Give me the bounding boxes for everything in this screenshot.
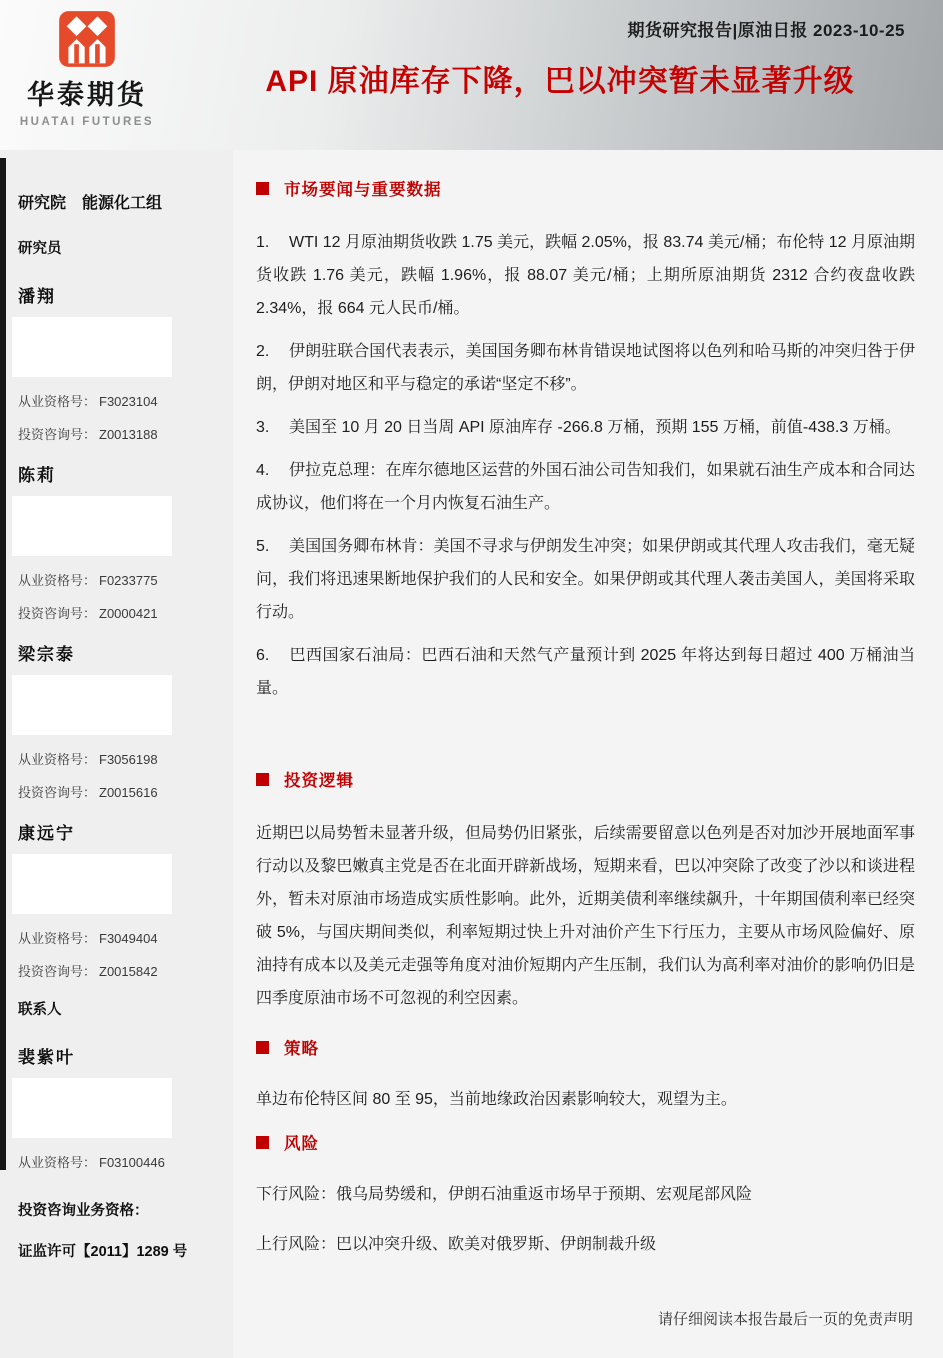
qualification-value: F3023104 xyxy=(99,394,158,409)
section-market-news xyxy=(256,176,915,715)
advisory-label: 投资咨询号： xyxy=(18,785,97,800)
researcher-card xyxy=(18,282,219,443)
news-item-text: 美国至 10 月 20 日当周 API 原油库存 -266.8 万桶，预期 155 万桶，前值-438.3 万桶。 xyxy=(289,419,901,436)
news-item xyxy=(256,335,915,401)
advisory-label: 投资咨询号： xyxy=(18,427,97,442)
section-heading xyxy=(256,1130,915,1154)
department-title: 研究院 能源化工组 xyxy=(18,195,163,212)
risk-downside: 下行风险：俄乌局势缓和，伊朗石油重返市场早于预期、宏观尾部风险 xyxy=(256,1186,753,1203)
report-header xyxy=(0,0,943,150)
section-heading-text: 风险 xyxy=(284,1135,319,1153)
qualification-label: 从业资格号： xyxy=(18,752,97,767)
researcher-name: 潘翔 xyxy=(18,287,56,306)
news-item-text: WTI 12 月原油期货收跌 1.75 美元，跌幅 2.05%，报 83.74 美元/桶；布伦特 12 月原油期货收跌 1.76 美元，跌幅 1.96%，报 88.07 美元/桶；上期所原油期货 2312 合约夜盘收跌 2.34%，报 664 元人民币/桶。 xyxy=(256,234,915,317)
left-accent-bar xyxy=(0,158,6,1170)
advisory-line xyxy=(18,782,219,801)
news-item xyxy=(256,639,915,705)
researcher-card xyxy=(18,819,219,980)
contact-name: 裴紫叶 xyxy=(18,1048,75,1067)
qualification-label: 从业资格号： xyxy=(18,573,97,588)
advisory-line xyxy=(18,603,219,622)
news-item xyxy=(256,411,915,444)
main-content xyxy=(233,150,943,1358)
news-item xyxy=(256,530,915,629)
section-heading xyxy=(256,1035,915,1059)
researcher-name: 陈莉 xyxy=(18,466,56,485)
news-item-number: 4. xyxy=(256,462,270,479)
investment-logic-text: 近期巴以局势暂未显著升级，但局势仍旧紧张，后续需要留意以色列是否对加沙开展地面军事行动以及黎巴嫩真主党是否在北面开辟新战场，短期来看，巴以冲突除了改变了沙以和谈进程外，暂未对原油市场造成实质性影响。此外，近期美债利率继续飙升，十年期国债利率已经突破 5%，与国庆期间类似，利率短期过快上升对油价产生下行压力，主要从市场风险偏好、原油持有成本以及美元走强等角度对油价短期内产生压制，我们认为高利率对油价的影响仍旧是四季度原油市场不可忽视的利空因素。 xyxy=(256,825,915,1007)
qualification-value: F03100446 xyxy=(99,1155,165,1170)
news-item-number: 3. xyxy=(256,419,270,436)
section-risk xyxy=(256,1116,915,1278)
advisory-label: 投资咨询号： xyxy=(18,606,97,621)
advisory-value: Z0015842 xyxy=(99,964,158,979)
qualification-label: 从业资格号： xyxy=(18,394,97,409)
advisory-value: Z0000421 xyxy=(99,606,158,621)
qualification-line xyxy=(18,1152,219,1171)
section-bullet-icon xyxy=(256,1136,269,1149)
qualification-value: F0233775 xyxy=(99,573,158,588)
researcher-photo-placeholder xyxy=(12,675,172,735)
license-number: 证监许可【2011】1289 号 xyxy=(18,1244,188,1260)
qualification-label: 从业资格号： xyxy=(18,931,97,946)
contact-card xyxy=(18,1043,219,1171)
qualification-line xyxy=(18,749,219,768)
role-researcher-label: 研究员 xyxy=(18,241,62,257)
news-item-number: 5. xyxy=(256,538,270,555)
researcher-name: 梁宗泰 xyxy=(18,645,75,664)
qualification-value: F3049404 xyxy=(99,931,158,946)
researcher-card xyxy=(18,461,219,622)
role-contact-label: 联系人 xyxy=(18,1002,62,1018)
section-bullet-icon xyxy=(256,182,269,195)
license-label: 投资咨询业务资格： xyxy=(18,1203,149,1219)
qualification-line xyxy=(18,570,219,589)
advisory-line xyxy=(18,424,219,443)
news-item-number: 6. xyxy=(256,647,270,664)
news-item-text: 伊朗驻联合国代表表示，美国国务卿布林肯错误地试图将以色列和哈马斯的冲突归咎于伊朗，伊朗对地区和平与稳定的承诺“坚定不移”。 xyxy=(256,343,915,393)
huatai-logo-icon xyxy=(58,10,116,68)
news-item-text: 巴西国家石油局：巴西石油和天然气产量预计到 2025 年将达到每日超过 400 万桶油当量。 xyxy=(256,647,915,697)
report-title: API 原油库存下降，巴以冲突暂未显著升级 xyxy=(265,65,855,98)
qualification-label: 从业资格号： xyxy=(18,1155,97,1170)
qualification-line xyxy=(18,391,219,410)
report-body xyxy=(0,150,943,1358)
qualification-value: F3056198 xyxy=(99,752,158,767)
section-heading-text: 市场要闻与重要数据 xyxy=(284,181,442,199)
report-meta: 期货研究报告|原油日报 2023-10-25 xyxy=(627,21,905,40)
section-investment-logic xyxy=(256,715,915,1015)
section-heading-text: 投资逻辑 xyxy=(284,772,354,790)
researcher-photo-placeholder xyxy=(12,496,172,556)
news-item-number: 1. xyxy=(256,234,270,251)
section-heading xyxy=(256,176,915,200)
news-item xyxy=(256,226,915,325)
researcher-name: 康远宁 xyxy=(18,824,75,843)
risk-upside: 上行风险：巴以冲突升级、欧美对俄罗斯、伊朗制裁升级 xyxy=(256,1236,657,1253)
strategy-text: 单边布伦特区间 80 至 95，当前地缘政治因素影响较大，观望为主。 xyxy=(256,1091,737,1108)
advisory-value: Z0015616 xyxy=(99,785,158,800)
brand-block xyxy=(18,10,156,128)
news-item-text: 美国国务卿布林肯：美国不寻求与伊朗发生冲突；如果伊朗或其代理人攻击我们，毫无疑问，我们将迅速果断地保护我们的人民和安全。如果伊朗或其代理人袭击美国人，美国将采取行动。 xyxy=(256,538,915,621)
news-item-text: 伊拉克总理：在库尔德地区运营的外国石油公司告知我们，如果就石油生产成本和合同达成协议，他们将在一个月内恢复石油生产。 xyxy=(256,462,915,512)
researcher-photo-placeholder xyxy=(12,854,172,914)
news-item-number: 2. xyxy=(256,343,270,360)
advisory-line xyxy=(18,961,219,980)
license-block xyxy=(18,1199,219,1261)
researcher-photo-placeholder xyxy=(12,317,172,377)
news-item xyxy=(256,454,915,520)
researcher-card xyxy=(18,640,219,801)
qualification-line xyxy=(18,928,219,947)
contact-photo-placeholder xyxy=(12,1078,172,1138)
section-bullet-icon xyxy=(256,1041,269,1054)
advisory-value: Z0013188 xyxy=(99,427,158,442)
section-strategy xyxy=(256,1015,915,1116)
section-heading-text: 策略 xyxy=(284,1040,319,1058)
disclaimer-note: 请仔细阅读本报告最后一页的免责声明 xyxy=(657,1311,913,1328)
brand-name-cn: 华泰期货 xyxy=(27,80,147,110)
section-bullet-icon xyxy=(256,773,269,786)
sidebar xyxy=(0,150,233,1358)
section-heading xyxy=(256,767,915,791)
brand-name-en: HUATAI FUTURES xyxy=(19,116,155,128)
advisory-label: 投资咨询号： xyxy=(18,964,97,979)
